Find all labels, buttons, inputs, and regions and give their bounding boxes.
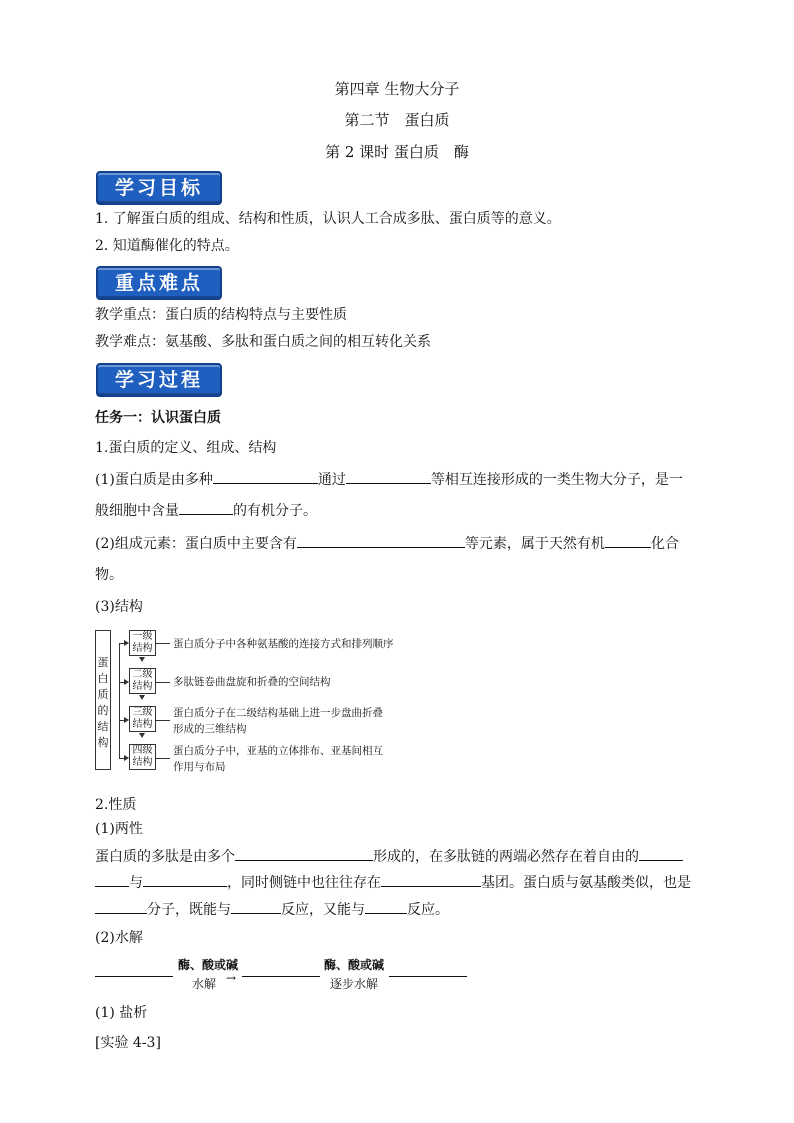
task1-title: 任务一：认识蛋白质 — [95, 410, 221, 426]
goal-item-2: 2. 知道酶催化的特点。 — [95, 238, 239, 254]
protein-structure-diagram — [95, 628, 425, 774]
connector-line — [119, 643, 120, 759]
definition-line-1: (1)蛋白质是由多种 通过 等相互连接形成的一类生物大分子，是一 — [95, 469, 683, 489]
blank-field[interactable] — [143, 872, 227, 887]
diagram-outer-label: 蛋 白 质 的 结 构 — [95, 630, 111, 770]
connector-line — [156, 682, 170, 683]
lesson-title: 第 2 课时 蛋白质 酶 — [325, 143, 469, 161]
structure-heading: (3)结构 — [95, 599, 143, 615]
hydrolysis-label-2: 逐步水解 — [329, 977, 378, 991]
level-4-description: 蛋白质分子中，亚基的立体排布、亚基间相互 作用与布局 — [173, 745, 383, 773]
blank-field[interactable] — [605, 533, 651, 548]
arrow-down-icon — [139, 695, 145, 700]
level-2-box: 二级 结构 — [129, 668, 156, 694]
blank-field[interactable] — [346, 469, 431, 484]
amphoteric-line-3: 分子，既能与 反应，又能与 反应。 — [95, 899, 449, 919]
experiment-label: [实验 4-3] — [95, 1035, 161, 1051]
blank-field[interactable] — [381, 872, 481, 887]
blank-line[interactable] — [95, 976, 173, 977]
hydrolysis-heading: (2)水解 — [95, 930, 143, 946]
teaching-difficulty: 教学难点：氨基酸、多肽和蛋白质之间的相互转化关系 — [95, 334, 431, 350]
arrow-down-icon — [139, 733, 145, 738]
amphoteric-line-2: 与 ，同时侧链中也往往存在 基团。蛋白质与氨基酸类似，也是 — [95, 872, 691, 892]
arrow-down-icon — [139, 657, 145, 662]
blank-field[interactable] — [235, 846, 373, 861]
amphoteric-heading: (1)两性 — [95, 821, 143, 837]
hydrolysis-condition-2: 酶、酸或碱 — [323, 958, 384, 972]
level-2-description: 多肽链卷曲盘旋和折叠的空间结构 — [173, 676, 331, 688]
amphoteric-line-1: 蛋白质的多肽是由多个 形成的，在多肽链的两端必然存在着自由的 — [95, 846, 683, 866]
elements-line-2: 物。 — [95, 567, 123, 583]
hydrolysis-label-1: 水解 — [191, 977, 216, 991]
hydrolysis-condition-1: 酶、酸或碱 — [177, 958, 238, 972]
blank-field[interactable] — [213, 469, 318, 484]
blank-line[interactable] — [242, 976, 320, 977]
chapter-title: 第四章 生物大分子 — [334, 80, 460, 98]
blank-line[interactable] — [389, 976, 467, 977]
blank-field[interactable] — [365, 899, 407, 914]
connector-line — [156, 643, 170, 644]
blank-field[interactable] — [95, 899, 147, 914]
blank-field[interactable] — [639, 846, 683, 861]
task1-q1-title: 1.蛋白质的定义、组成、结构 — [95, 440, 277, 456]
level-1-box: 一级 结构 — [129, 630, 156, 656]
goal-item-1: 1. 了解蛋白质的组成、结构和性质，认识人工合成多肽、蛋白质等的意义。 — [95, 211, 561, 227]
level-4-box: 四级 结构 — [129, 744, 156, 770]
salting-out-heading: (1) 盐析 — [95, 1005, 148, 1021]
definition-line-2: 般细胞中含量 的有机分子。 — [95, 500, 317, 520]
keypoints-badge: 重点难点 — [96, 266, 222, 300]
blank-field[interactable] — [95, 872, 129, 887]
teaching-focus: 教学重点：蛋白质的结构特点与主要性质 — [95, 307, 347, 323]
arrow-right-icon: → — [226, 971, 237, 985]
level-1-description: 蛋白质分子中各种氨基酸的连接方式和排列顺序 — [173, 638, 394, 650]
goals-badge: 学习目标 — [96, 171, 222, 205]
properties-title: 2.性质 — [95, 797, 137, 813]
process-badge: 学习过程 — [96, 363, 222, 397]
level-3-description: 蛋白质分子在二级结构基础上进一步盘曲折叠 形成的三维结构 — [173, 707, 383, 735]
elements-line-1: (2)组成元素：蛋白质中主要含有 等元素，属于天然有机 化合 — [95, 533, 679, 553]
level-3-box: 三级 结构 — [129, 706, 156, 732]
blank-field[interactable] — [297, 533, 465, 548]
section-title: 第二节 蛋白质 — [344, 111, 450, 129]
connector-line — [156, 720, 170, 721]
connector-line — [156, 758, 170, 759]
blank-field[interactable] — [231, 899, 281, 914]
blank-field[interactable] — [179, 500, 233, 515]
